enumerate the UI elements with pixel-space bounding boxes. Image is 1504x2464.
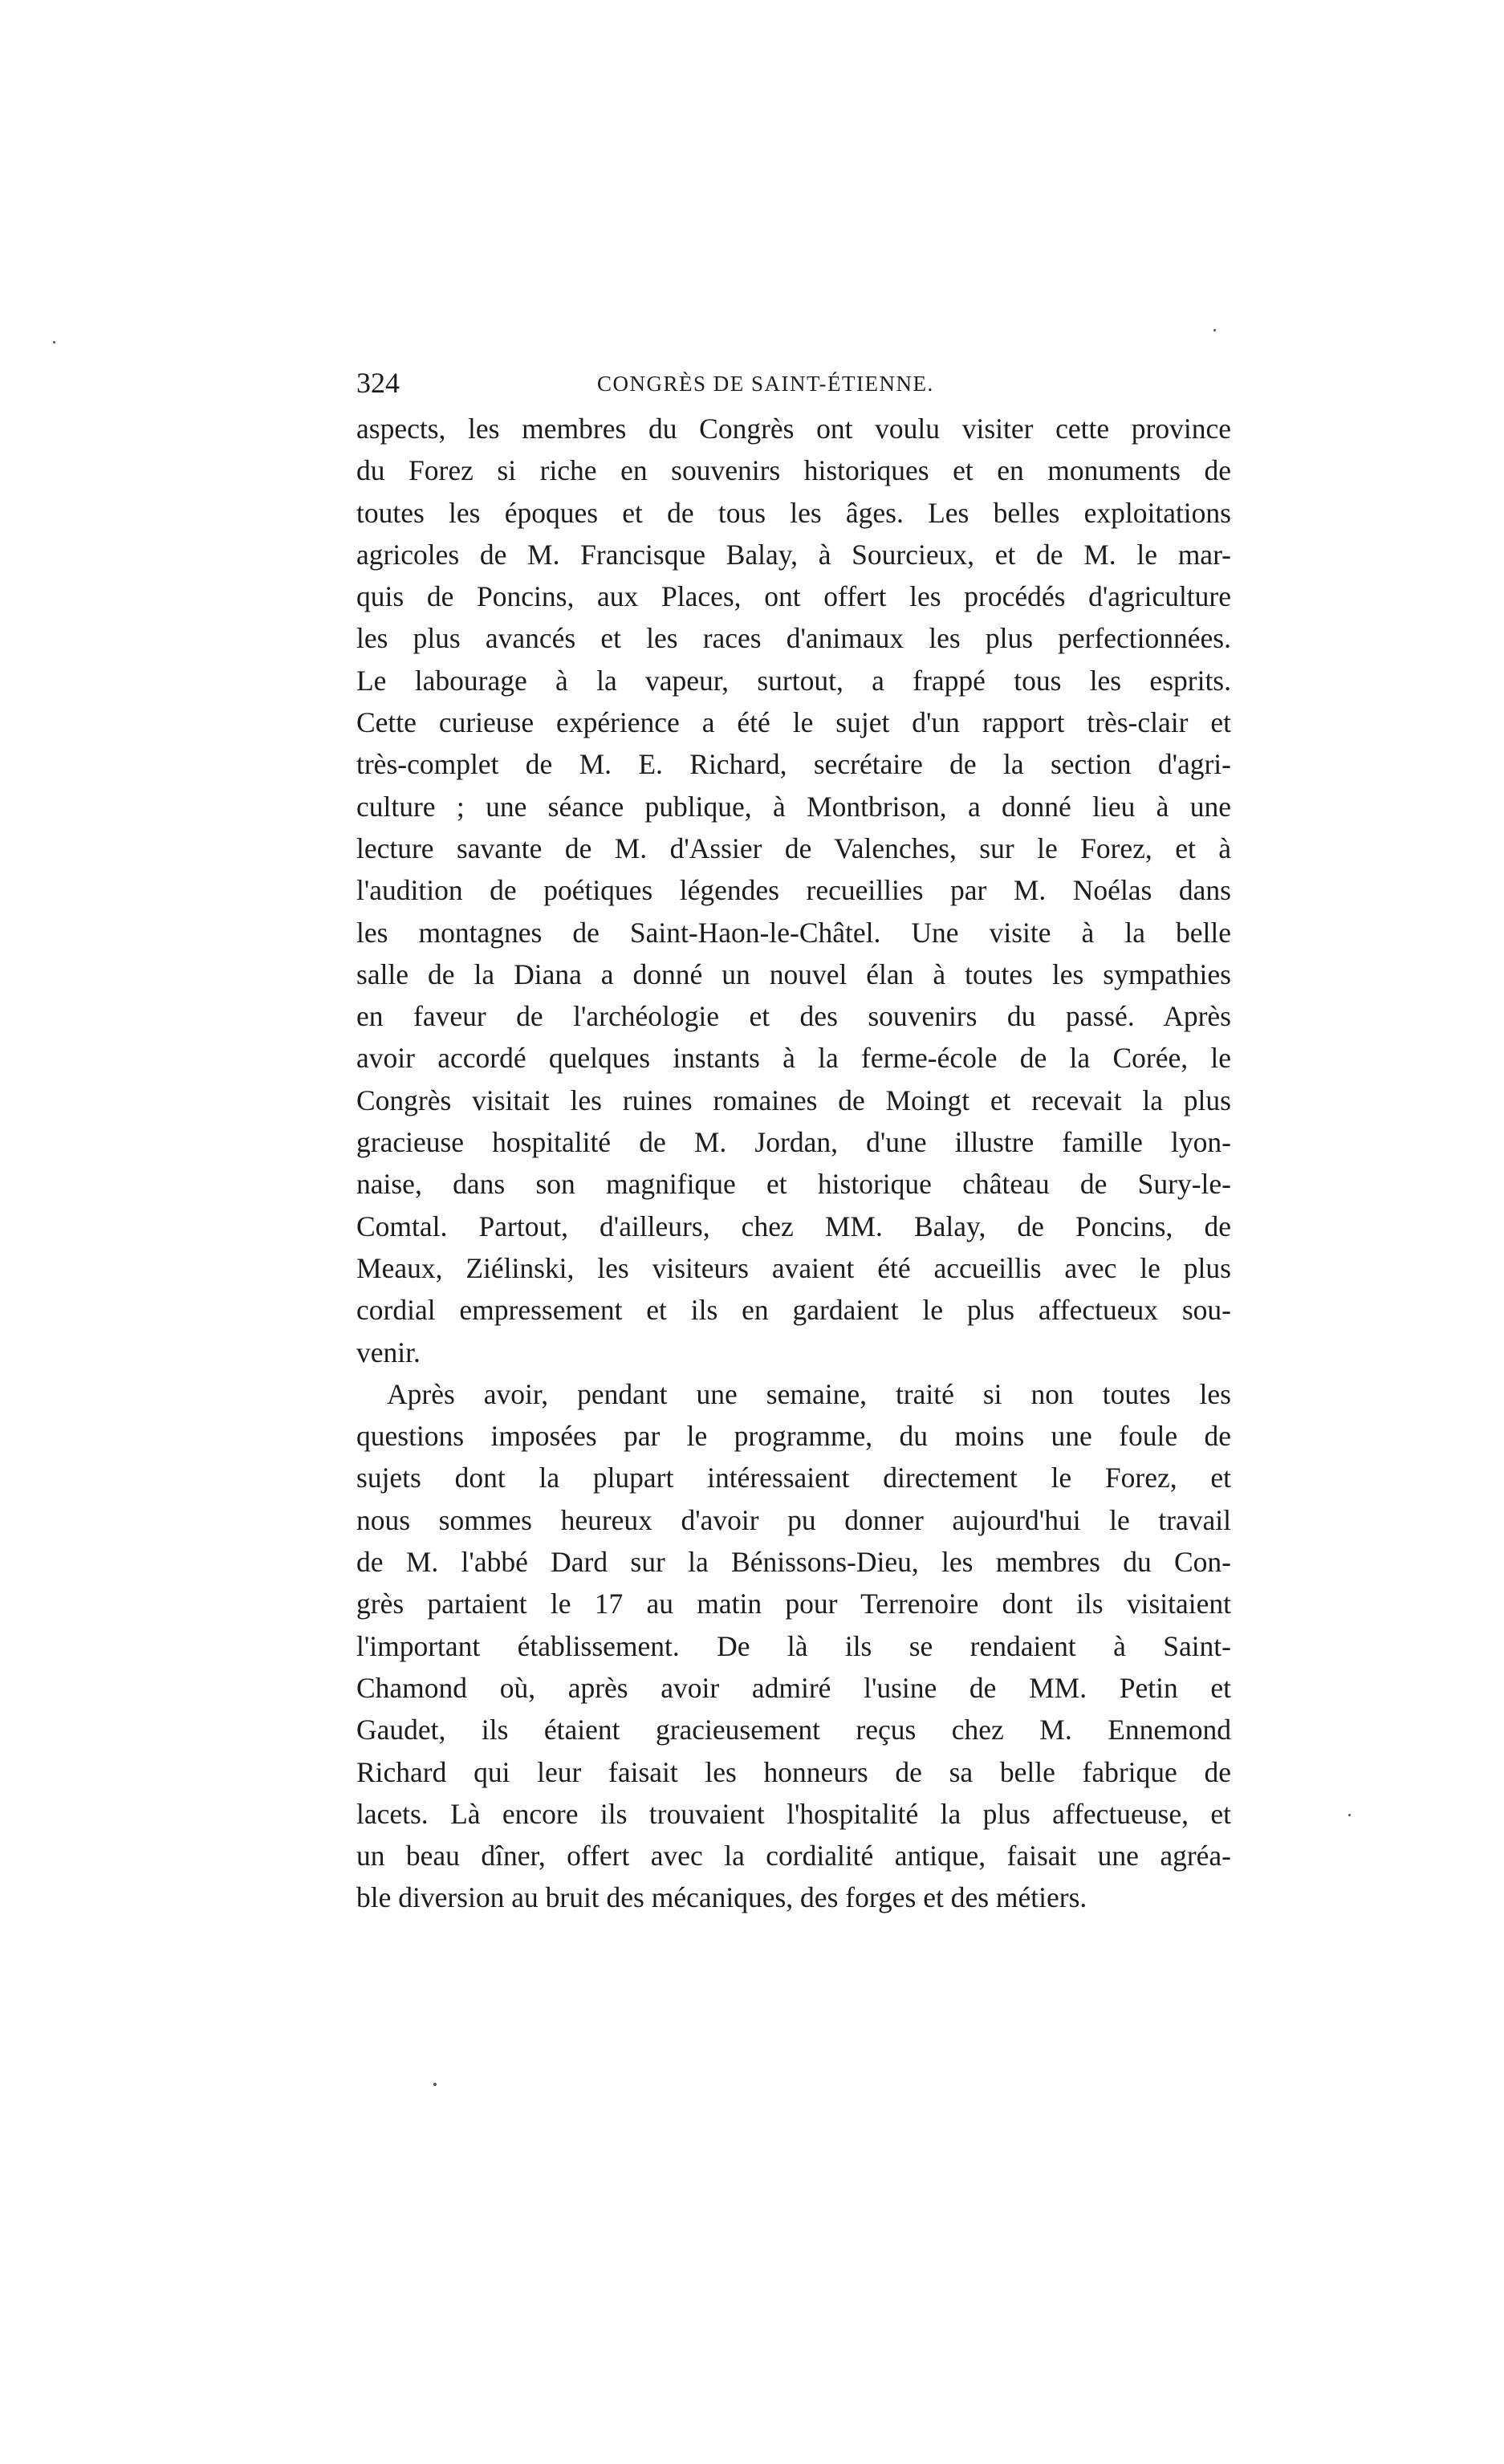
text-line: Chamond où, après avoir admiré l'usine de MM. Petin et [356,1671,1231,1704]
ink-speck [1213,329,1216,331]
text-line: quis de Poncins, aux Places, ont offert les procédés d'agriculture [356,580,1231,613]
text-line: sujets dont la plupart intéressaient directement le Forez, et [356,1462,1231,1494]
text-line: les montagnes de Saint-Haon-le-Châtel. Une visite à la belle [356,916,1231,949]
page-number: 324 [356,367,400,399]
text-line: toutes les époques et de tous les âges. Les belles exploitations [356,496,1231,529]
running-head [356,363,1231,403]
text-line: lecture savante de M. d'Assier de Valenches, sur le Forez, et à [356,831,1231,864]
text-line: Le labourage à la vapeur, surtout, a frappé tous les esprits. [356,664,1231,697]
text-line: aspects, les membres du Congrès ont voulu visiter cette province [356,413,1231,445]
text-line: agricoles de M. Francisque Balay, à Sourcieux, et de M. le mar- [356,538,1231,571]
text-line: naise, dans son magnifique et historique château de Sury-le- [356,1168,1231,1201]
text-line: un beau dîner, offert avec la cordialité antique, faisait une agréa- [356,1840,1231,1872]
text-line: salle de la Diana a donné un nouvel élan à toutes les sympathies [356,958,1231,990]
text-line: en faveur de l'archéologie et des souvenirs du passé. Après [356,1000,1231,1033]
text-line: lacets. Là encore ils trouvaient l'hospitalité la plus affectueuse, et [356,1797,1231,1830]
text-line: de M. l'abbé Dard sur la Bénissons-Dieu, les membres du Con- [356,1546,1231,1579]
running-title: CONGRÈS DE SAINT-ÉTIENNE. [597,372,934,396]
text-line: Comtal. Partout, d'ailleurs, chez MM. Balay, de Poncins, de [356,1210,1231,1242]
text-line: Cette curieuse expérience a été le sujet d'un rapport très-clair et [356,706,1231,739]
text-line: cordial empressement et ils en gardaient le plus affectueux sou- [356,1294,1231,1327]
body-text [356,408,1231,1919]
text-line: grès partaient le 17 au matin pour Terrenoire dont ils visitaient [356,1588,1231,1620]
ink-speck [53,341,55,344]
text-line: l'audition de poétiques légendes recueillies par M. Noélas dans [356,874,1231,907]
text-line: questions imposées par le programme, du moins une foule de [356,1420,1231,1453]
text-line: Après avoir, pendant une semaine, traité si non toutes les [387,1377,1231,1410]
text-line: l'important établissement. De là ils se rendaient à Saint- [356,1629,1231,1662]
text-line: Richard qui leur faisait les honneurs de sa belle fabrique de [356,1755,1231,1788]
text-line: avoir accordé quelques instants à la ferme-école de la Corée, le [356,1042,1231,1075]
text-line: très-complet de M. E. Richard, secrétaire de la section d'agri- [356,748,1231,781]
ink-speck [1348,1814,1351,1816]
text-line: Congrès visitait les ruines romaines de Moingt et recevait la plus [356,1084,1231,1116]
text-line: venir. [356,1336,421,1368]
ink-speck [433,2083,437,2086]
text-line: nous sommes heureux d'avoir pu donner aujourd'hui le travail [356,1503,1231,1536]
text-line: les plus avancés et les races d'animaux les plus perfectionnées. [356,622,1231,655]
text-line: culture ; une séance publique, à Montbrison, a donné lieu à une [356,790,1231,823]
text-line: Gaudet, ils étaient gracieusement reçus chez M. Ennemond [356,1714,1231,1746]
text-line: Meaux, Ziélinski, les visiteurs avaient été accueillis avec le plus [356,1251,1231,1284]
text-line: du Forez si riche en souvenirs historiques et en monuments de [356,454,1231,487]
text-line: ble diversion au bruit des mécaniques, des forges et des métiers. [356,1881,1087,1914]
text-line: gracieuse hospitalité de M. Jordan, d'une illustre famille lyon- [356,1126,1231,1159]
